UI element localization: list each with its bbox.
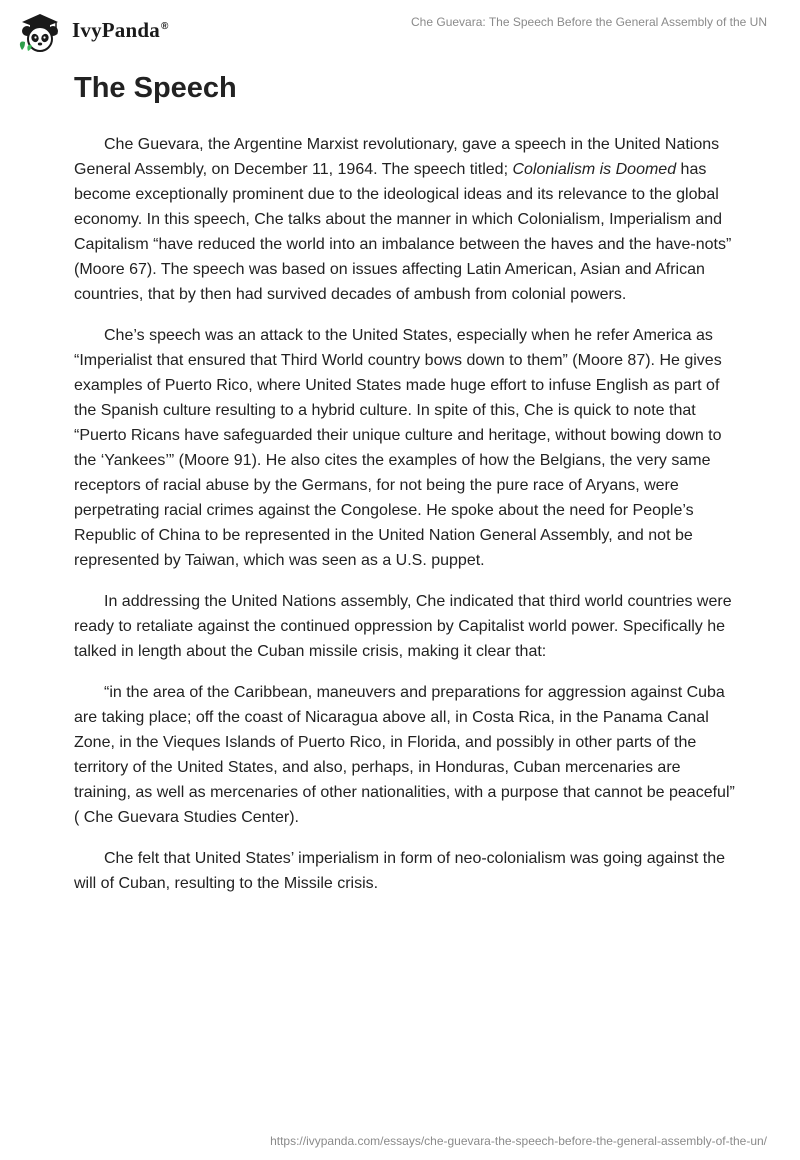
source-url-link[interactable]: https://ivypanda.com/essays/che-guevara-the-speech-before-the-general-assembly-of-the-un/ <box>270 1134 767 1148</box>
ivypanda-logo[interactable] <box>16 10 169 54</box>
brand-name: IvyPanda® <box>72 17 169 42</box>
section-heading: The Speech <box>74 72 237 104</box>
paragraph-3: In addressing the United Nations assembly, Che indicated that third world countries were ready to retaliate against the continued oppression by Capitalist world power. Specifically he talked in length about the Cuban missile crisis, making it clear that: <box>74 593 732 660</box>
paragraph-1: Che Guevara, the Argentine Marxist revolutionary, gave a speech in the United Nations General Assembly, on December 11, 1964. The speech titled; Colonialism is Doomed has become exceptionally prominent due to the ideological ideas and its relevance to the global economy. In this speech, Che talks about the manner in which Colonialism, Imperialism and Capitalism “have reduced the world into an imbalance between the haves and the have-nots” (Moore 67). The speech was based on issues affecting Latin American, Asian and African countries, that by then had survived decades of ambush from colonial powers. <box>74 136 732 303</box>
panda-logo-icon <box>16 10 66 54</box>
block-quote: “in the area of the Caribbean, maneuvers and preparations for aggression against Cuba are taking place; off the coast of Nicaragua above all, in Costa Rica, in the Panama Canal Zone, in the Vieques Islands of Puerto Rico, in Florida, and possibly in other parts of the territory of the United States, and also, perhaps, in Honduras, Cuban mercenaries are training, as well as mercenaries of other nationalities, with a purpose that cannot be peaceful” ( Che Guevara Studies Center). <box>74 684 735 826</box>
essay-body <box>74 132 738 912</box>
running-header-title: Che Guevara: The Speech Before the General Assembly of the UN <box>411 15 767 29</box>
paragraph-2: Che’s speech was an attack to the United States, especially when he refer America as “Imperialist that ensured that Third World country bows down to them” (Moore 87). He gives examples of Puerto Rico, where United States made huge effort to infuse English as part of the Spanish culture resulting to a hybrid culture. In spite of this, Che is quick to note that “Puerto Ricans have safeguarded their unique culture and heritage, without bowing down to the ‘Yankees’” (Moore 91). He also cites the examples of how the Belgians, the very same receptors of racial abuse by the Germans, for not being the pure race of Aryans, were perpetrating racial crimes against the Congolese. He spoke about the need for People’s Republic of China to be represented in the United Nation General Assembly, and not be represented by Taiwan, which was seen as a U.S. puppet. <box>74 327 722 569</box>
paragraph-5: Che felt that United States’ imperialism in form of neo-colonialism was going against the will of Cuban, resulting to the Missile crisis. <box>74 850 726 892</box>
speech-title-italic: Colonialism is Doomed <box>512 161 677 178</box>
trademark-symbol: ® <box>160 20 169 32</box>
